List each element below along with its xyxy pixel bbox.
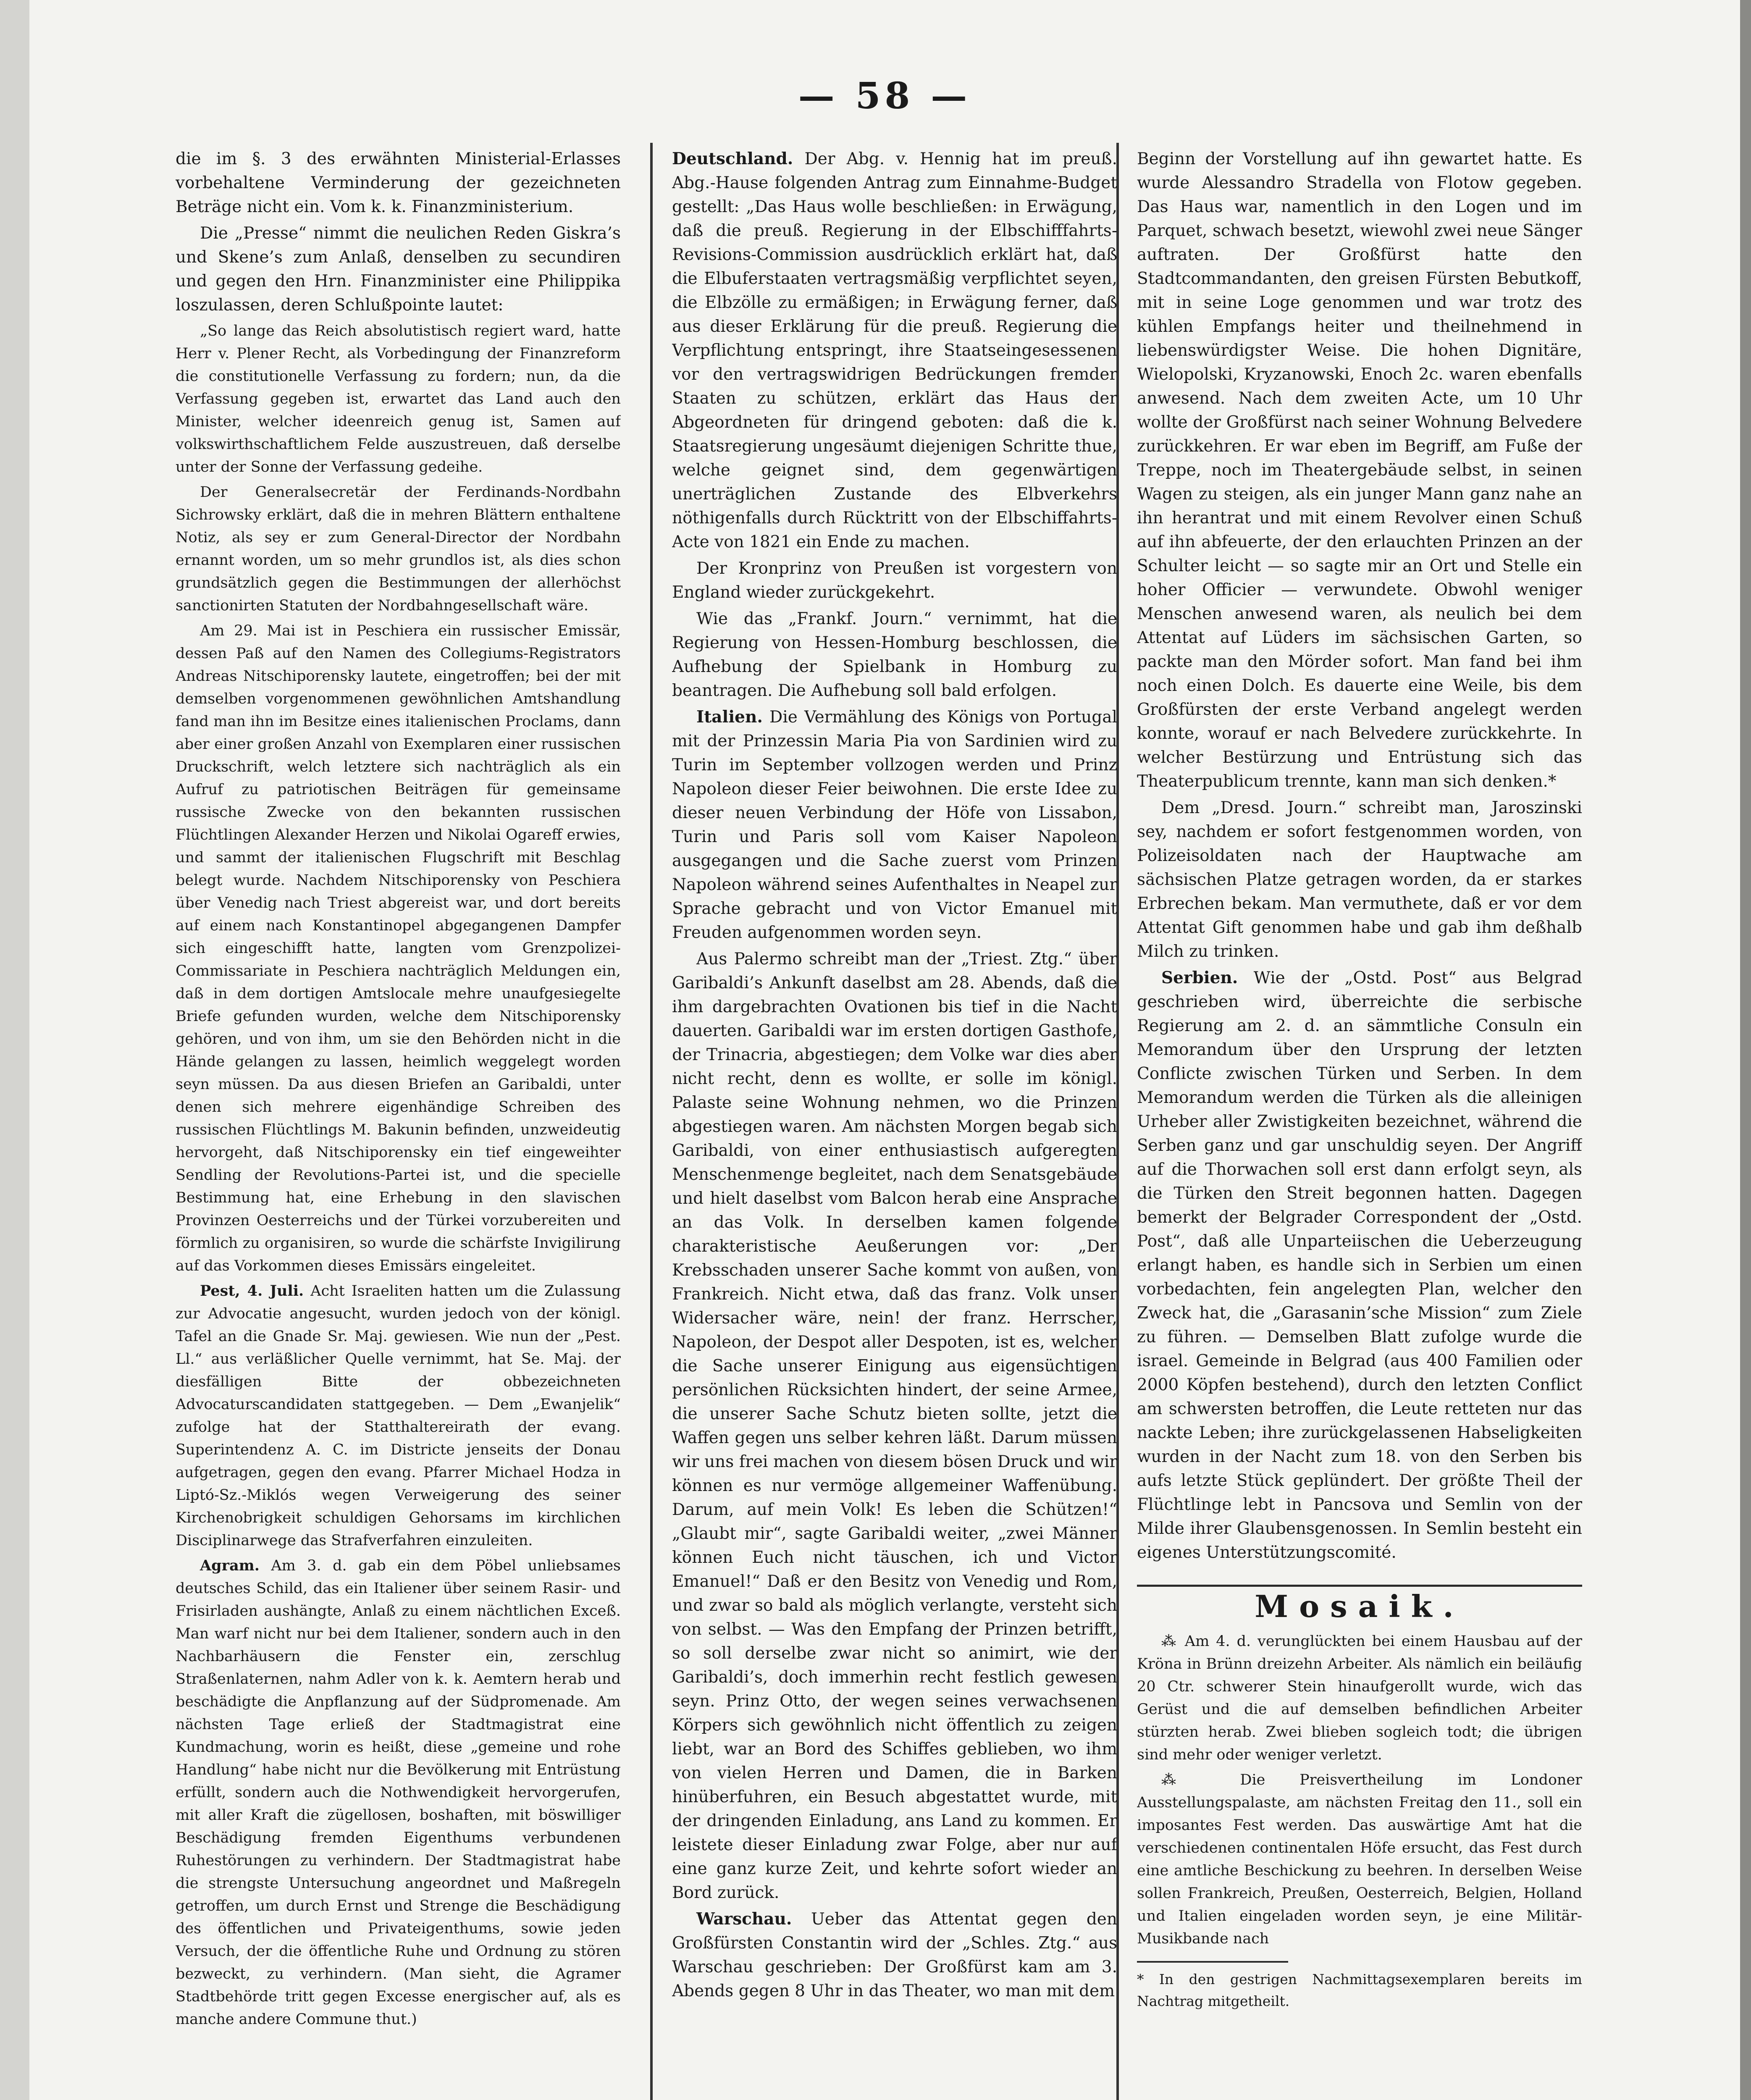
- dateline: Warschau.: [696, 1909, 792, 1929]
- paragraph: Die „Presse“ nimmt die neulichen Reden Giskra’s und Skene’s zum Anlaß, denselben zu secundiren und gegen den Hrn. Finanzminister eine Philippika loszulassen, deren Schlußpointe lautet:: [176, 224, 621, 315]
- column-left: [176, 147, 621, 2100]
- paragraph: [672, 147, 1117, 554]
- mosaik-item: ⁂ Die Preisvertheilung im Londoner Ausstellungspalaste, am nächsten Freitag den 11., soll ein imposantes Fest werden. Das auswärtige Amt hat die verschiedenen continentalen Höfe ersucht, das Fest durch eine amtliche Beschickung zu beehren. In derselben Weise sollen Frankreich, Preußen, Oesterreich, Belgien, Holland und Italien eingeladen worden seyn, je eine Militär-Musikbande nach: [1137, 1772, 1582, 1947]
- paragraph-text: Ueber das Attentat gegen den Großfürsten Constantin wird der „Schles. Ztg.“ aus Warschau geschrieben: Der Großfürst kam am 3. Abends gegen 8 Uhr in das Theater, wo man mit dem: [672, 1910, 1117, 2000]
- section-heading: Italien.: [696, 707, 763, 727]
- column-right: [1137, 147, 1582, 2100]
- quote-paragraph: „So lange das Reich absolutistisch regiert ward, hatte Herr v. Plener Recht, als Vorbedingung der Finanzreform die constitutionelle Verfassung zu fordern; nun, da die Verfassung gegeben ist, erwartet das Land auch den Minister, welcher ideenreich genug ist, Samen auf volkswirthschaftlichem Felde auszustreuen, daß derselbe unter der Sonne der Verfassung gedeihe.: [176, 323, 621, 475]
- paragraph-text: Der Abg. v. Hennig hat im preuß. Abg.-Hause folgenden Antrag zum Einnahme-Budget gestellt: „Das Haus wolle beschließen: in Erwägung, daß die preuß. Regierung in der Elbschifffahrts-Revisions-Commission ausdrücklich erklärt hat, daß die Elbuferstaaten vertragsmäßig verpflichtet seyen, die Elbzölle zu ermäßigen; in Erwägung ferner, daß aus dieser Erklärung für die preuß. Regierung die Verpflichtung entspringt, ihre Staatseingesessenen vor den vertragswidrigen Bedrückungen fremder Staaten zu schützen, erklärt das Haus der Abgeordneten für dringend geboten: daß die k. Staatsregierung ungesäumt diejenigen Schritte thue, welche geignet sind, dem gegenwärtigen unerträglichen Zustande des Elbverkehrs nöthigenfalls durch Rücktritt von der Elbschiffahrts-Acte von 1821 ein Ende zu machen.: [672, 150, 1117, 551]
- paragraph: Am 29. Mai ist in Peschiera ein russischer Emissär, dessen Paß auf den Namen des Collegiums-Registrators Andreas Nitschiporensky lautete, eingetroffen; bei der mit demselben vorgenommenen gewöhnlichen Amtshandlung fand man ihn im Besitze eines italienischen Proclams, dann aber einer großen Anzahl von Exemplaren einer russischen Druckschrift, welch letztere sich nachträglich als ein Aufruf zu patriotischen Beiträgen für gemeinsame russische Zwecke von den bekannten russischen Flüchtlingen Alexander Herzen und Nikolai Ogareff erwies, und sammt der italienischen Flugschrift mit Beschlag belegt wurde. Nachdem Nitschiporensky von Peschiera über Venedig nach Triest abgereist war, und dort bereits auf einem nach Konstantinopel abgegangenen Dampfer sich eingeschifft hatte, langten vom Grenzpolizei-Commissariate in Peschiera nachträglich Meldungen ein, daß in dem dortigen Amtslocale mehre unaufgesiegelte Briefe gefunden wurden, welche dem Nitschiporensky gehören, und von ihm, um sie den Behörden nicht in die Hände gelangen zu lassen, heimlich weggelegt worden seyn müssen. Da aus diesen Briefen an Garibaldi, unter denen sich mehrere eigenhändige Schreiben des russischen Flüchtlings M. Bakunin befinden, unzweideutig hervorgeht, daß Nitschiporensky ein tief eingeweihter Sendling der Revolutions-Partei ist, und die specielle Bestimmung hat, eine Erhebung in den slavischen Provinzen Oesterreichs und der Türkei vorzubereiten und förmlich zu organisiren, so wurde die schärfste Invigilirung auf das Vorkommen dieses Emissärs eingeleitet.: [176, 622, 621, 1274]
- paragraph: [1137, 966, 1582, 1564]
- scan-left-margin: [0, 0, 29, 2100]
- paragraph: [176, 1280, 621, 1552]
- paragraph: [672, 705, 1117, 945]
- paragraph: Der Generalsecretär der Ferdinands-Nordbahn Sichrowsky erklärt, daß die in mehren Blättern enthaltene Notiz, als sey er zum General-Director der Nordbahn ernannt worden, um so mehr grundlos ist, als dies schon grundsätzlich gegen die Bestimmungen der allerhöchst sanctionirten Statuten der Nordbahngesellschaft wäre.: [176, 484, 621, 614]
- paragraph: die im §. 3 des erwähnten Ministerial-Erlasses vorbehaltene Verminderung der gezeichneten Beträge nicht ein. Vom k. k. Finanzministerium.: [176, 150, 621, 216]
- mosaik-heading: Mosaik.: [1137, 1585, 1582, 1618]
- paragraph: [672, 1907, 1117, 2003]
- column-middle: [672, 147, 1117, 2100]
- paragraph-text: Am 3. d. gab ein dem Pöbel unliebsames deutsches Schild, das ein Italiener über seinem Rasir- und Frisirladen aushängte, Anlaß zu einem nächtlichen Exceß. Man warf nicht nur bei dem Italiener, sondern auch in den Nachbarhäusern die Fenster ein, zerschlug Straßenlaternen, nahm Adler von k. k. Aemtern herab und beschädigte die Anpflanzung auf der Südpromenade. Am nächsten Tage erließ der Stadtmagistrat eine Kundmachung, worin es heißt, diese „gemeine und rohe Handlung“ habe nicht nur die Bevölkerung mit Entrüstung erfüllt, sondern auch die Nothwendigkeit hervorgerufen, mit aller Kraft die zügellosen, boshaften, mit böswilliger Beschädigung fremden Eigenthums verbundenen Ruhestörungen zu verhindern. Der Stadtmagistrat habe die strengste Untersuchung angeordnet und Maßregeln getroffen, um durch Ernst und Strenge die Beschädigung des öffentlichen und Privateigenthums, sowie jeden Versuch, der die öffentliche Ruhe und Ordnung zu stören bezweckt, zu verhindern. (Man sieht, die Agramer Stadtbehörde tritt gegen Excesse energischer auf, als es manche andere Commune thut.): [176, 1557, 621, 2028]
- paragraph-text: Acht Israeliten hatten um die Zulassung zur Advocatie angesucht, wurden jedoch von der königl. Tafel an die Gnade Sr. Maj. gewiesen. Wie nun der „Pest. Ll.“ aus verläßlicher Quelle vernimmt, hat Se. Maj. der diesfälligen Bitte der obbezeichneten Advocaturscandidaten stattgegeben. — Dem „Ewanjelik“ zufolge hat der Statthaltereirath der evang. Superintendenz A. C. im Districte jenseits der Donau aufgetragen, gegen den evang. Pfarrer Michael Hodza in Liptó-Sz.-Miklós wegen Verweigerung des seiner Kirchenobrigkeit schuldigen Gehorsams im kirchlichen Disciplinarwege das Strafverfahren einzuleiten.: [176, 1283, 621, 1549]
- page-number: — 58 —: [798, 75, 971, 117]
- paragraph: Dem „Dresd. Journ.“ schreibt man, Jaroszinski sey, nachdem er sofort festgenommen worden, von Polizeisoldaten nach der Hauptwache am sächsischen Platze getragen worden, da er starkes Erbrechen bekam. Man vermuthete, daß er vor dem Attentat Gift genommen habe und gab ihm deßhalb Milch zu trinken.: [1137, 798, 1582, 961]
- paragraph: [176, 1554, 621, 2031]
- section-heading: Deutschland.: [672, 149, 793, 168]
- paragraph-text: Die Vermählung des Königs von Portugal mit der Prinzessin Maria Pia von Sardinien wird zu Turin im September vollzogen werden und Prinz Napoleon dieser Feier beiwohnen. Die erste Idee zu dieser neuen Verbindung der Höfe von Lissabon, Turin und Paris soll vom Kaiser Napoleon ausgegangen und die Sache zuerst vom Prinzen Napoleon während seines Aufenthaltes in Neapel zur Sprache gebracht und von Victor Emanuel mit Freuden aufgenommen worden seyn.: [672, 708, 1117, 942]
- column-rule: [650, 143, 653, 2100]
- mosaik-item: ⁂ Am 4. d. verunglückten bei einem Hausbau auf der Kröna in Brünn dreizehn Arbeiter. Als nämlich ein beiläufig 20 Ctr. schwerer Stein hinaufgerollt wurde, wich das Gerüst und die auf demselben befindlichen Arbeiter stürzten herab. Zwei blieben sogleich todt; die übrigen sind mehr oder weniger verletzt.: [1137, 1633, 1582, 1763]
- dateline: Agram.: [200, 1557, 260, 1574]
- paragraph-text: Wie der „Ostd. Post“ aus Belgrad geschrieben wird, überreichte die serbische Regierung am 2. d. an sämmtliche Consuln ein Memorandum über den Ursprung der letzten Conflicte zwischen Türken und Serben. In dem Memorandum werden die Türken als die alleinigen Urheber aller Zwistigkeiten bezeichnet, während die Serben ganz und gar unschuldig seyen. Der Angriff auf die Thorwachen soll erst dann erfolgt seyn, als die Türken den Streit begonnen hatten. Dagegen bemerkt der Belgrader Correspondent der „Ostd. Post“, daß alle Unparteiischen die Ueberzeugung erlangt haben, es handle sich in Serbien um einen vorbedachten, fein angelegten Plan, welcher den Zweck hat, die „Garasanin’sche Mission“ zum Ziele zu führen. — Demselben Blatt zufolge wurde die israel. Gemeinde in Belgrad (aus 400 Familien oder 2000 Köpfen bestehend), durch den letzten Conflict am schwersten betroffen, die Leute retteten nur das nackte Leben; ihre zurückgelassenen Habseligkeiten wurden in der Nacht zum 18. von den Serben bis aufs letzte Stück geplündert. Der größte Theil der Flüchtlinge lebt in Pancsova und Semlin von der Milde ihrer Glaubensgenossen. In Semlin besteht ein eigenes Unterstützungscomité.: [1137, 969, 1582, 1562]
- paragraph: Aus Palermo schreibt man der „Triest. Ztg.“ über Garibaldi’s Ankunft daselbst am 28. Abends, daß die ihm dargebrachten Ovationen bis tief in die Nacht dauerten. Garibaldi war im ersten dortigen Gasthofe, der Trinacria, abgestiegen; dem Volke war dies aber nicht recht, denn es wollte, er solle im königl. Palaste seine Wohnung nehmen, wo die Prinzen abgestiegen waren. Am nächsten Morgen begab sich Garibaldi, von einer enthusiastisch aufgeregten Menschenmenge begleitet, nach dem Senatsgebäude und hielt daselbst vom Balcon herab eine Ansprache an das Volk. In derselben kamen folgende charakteristische Aeußerungen vor: „Der Krebsschaden unserer Sache kommt von außen, von Frankreich. Nicht etwa, daß das franz. Volk unser Widersacher wäre, nein! der franz. Herrscher, Napoleon, der Despot aller Despoten, ist es, welcher die Sache unserer Einigung aus eigensüchtigen persönlichen Rücksichten hindert, der seine Armee, die unserer Sache Schutz bieten sollte, jetzt die Waffen gegen uns selber kehren läßt. Darum müssen wir uns frei machen von diesem bösen Druck und wir können es nur vermöge allgemeiner Waffenübung. Darum, auf mein Volk! Es leben die Schützen!“ „Glaubt mir“, sagte Garibaldi weiter, „zwei Männer können Euch nicht täuschen, ich und Victor Emanuel!“ Daß er den Besitz von Venedig und Rom, und zwar so bald als möglich verlangte, versteht sich von selbst. — Was den Empfang der Prinzen betrifft, so soll derselbe zwar nicht so animirt, wie der Garibaldi’s, doch immerhin recht festlich gewesen seyn. Prinz Otto, der wegen seines verwachsenen Körpers sich gewöhnlich nicht öffentlich zu zeigen liebt, war an Bord des Schiffes geblieben, wo ihm von vielen Herren und Damen, die in Barken hinüberfuhren, ein Besuch abgestattet wurde, mit der dringenden Einladung, ans Land zu kommen. Er leistete dieser Einladung zwar Folge, aber nur auf eine ganz kurze Zeit, und kehrte sofort wieder an Bord zurück.: [672, 950, 1117, 1902]
- scan-right-edge: [1740, 0, 1751, 2100]
- footnote: * In den gestrigen Nachmittagsexemplaren bereits im Nachtrag mitgetheilt.: [1137, 1971, 1582, 2009]
- paragraph: Der Kronprinz von Preußen ist vorgestern von England wieder zurückgekehrt.: [672, 559, 1117, 602]
- section-heading: Serbien.: [1161, 968, 1238, 987]
- paragraph: Beginn der Vorstellung auf ihn gewartet hatte. Es wurde Alessandro Stradella von Flotow gegeben. Das Haus war, namentlich in den Logen und im Parquet, schwach besetzt, wiewohl zwei neue Sänger auftraten. Der Großfürst hatte den Stadtcommandanten, den greisen Fürsten Bebutkoff, mit in seine Loge genommen und war trotz des kühlen Empfangs heiter und theilnehmend in liebenswürdigster Weise. Die hohen Dignitäre, Wielopolski, Kryzanowski, Enoch 2c. waren ebenfalls anwesend. Nach dem zweiten Acte, um 10 Uhr wollte der Großfürst nach seiner Wohnung Belvedere zurückkehren. Er war eben im Begriff, am Fuße der Treppe, noch im Theatergebäude selbst, in seinen Wagen zu steigen, als ein junger Mann ganz nahe an ihn herantrat und mit einem Revolver einen Schuß auf ihn abfeuerte, der den erlauchten Prinzen an der Schulter leicht — so sagte mir an Ort und Stelle ein hoher Officier — verwundete. Obwohl weniger Menschen anwesend waren, als neulich bei dem Attentat auf Lüders im sächsischen Garten, so packte man den Mörder sofort. Man fand bei ihm noch einen Dolch. Es dauerte eine Weile, bis dem Großfürsten der erste Verband angelegt werden konnte, worauf er nach Belvedere zurückkehrte. In welcher Bestürzung und Entrüstung sich das Theaterpublicum trennte, kann man sich denken.*: [1137, 150, 1582, 791]
- footnote-rule: [1137, 1961, 1288, 1963]
- paragraph: Wie das „Frankf. Journ.“ vernimmt, hat die Regierung von Hessen-Homburg beschlossen, die Aufhebung der Spielbank in Homburg zu beantragen. Die Aufhebung soll bald erfolgen.: [672, 609, 1117, 700]
- dateline: Pest, 4. Juli.: [200, 1282, 304, 1299]
